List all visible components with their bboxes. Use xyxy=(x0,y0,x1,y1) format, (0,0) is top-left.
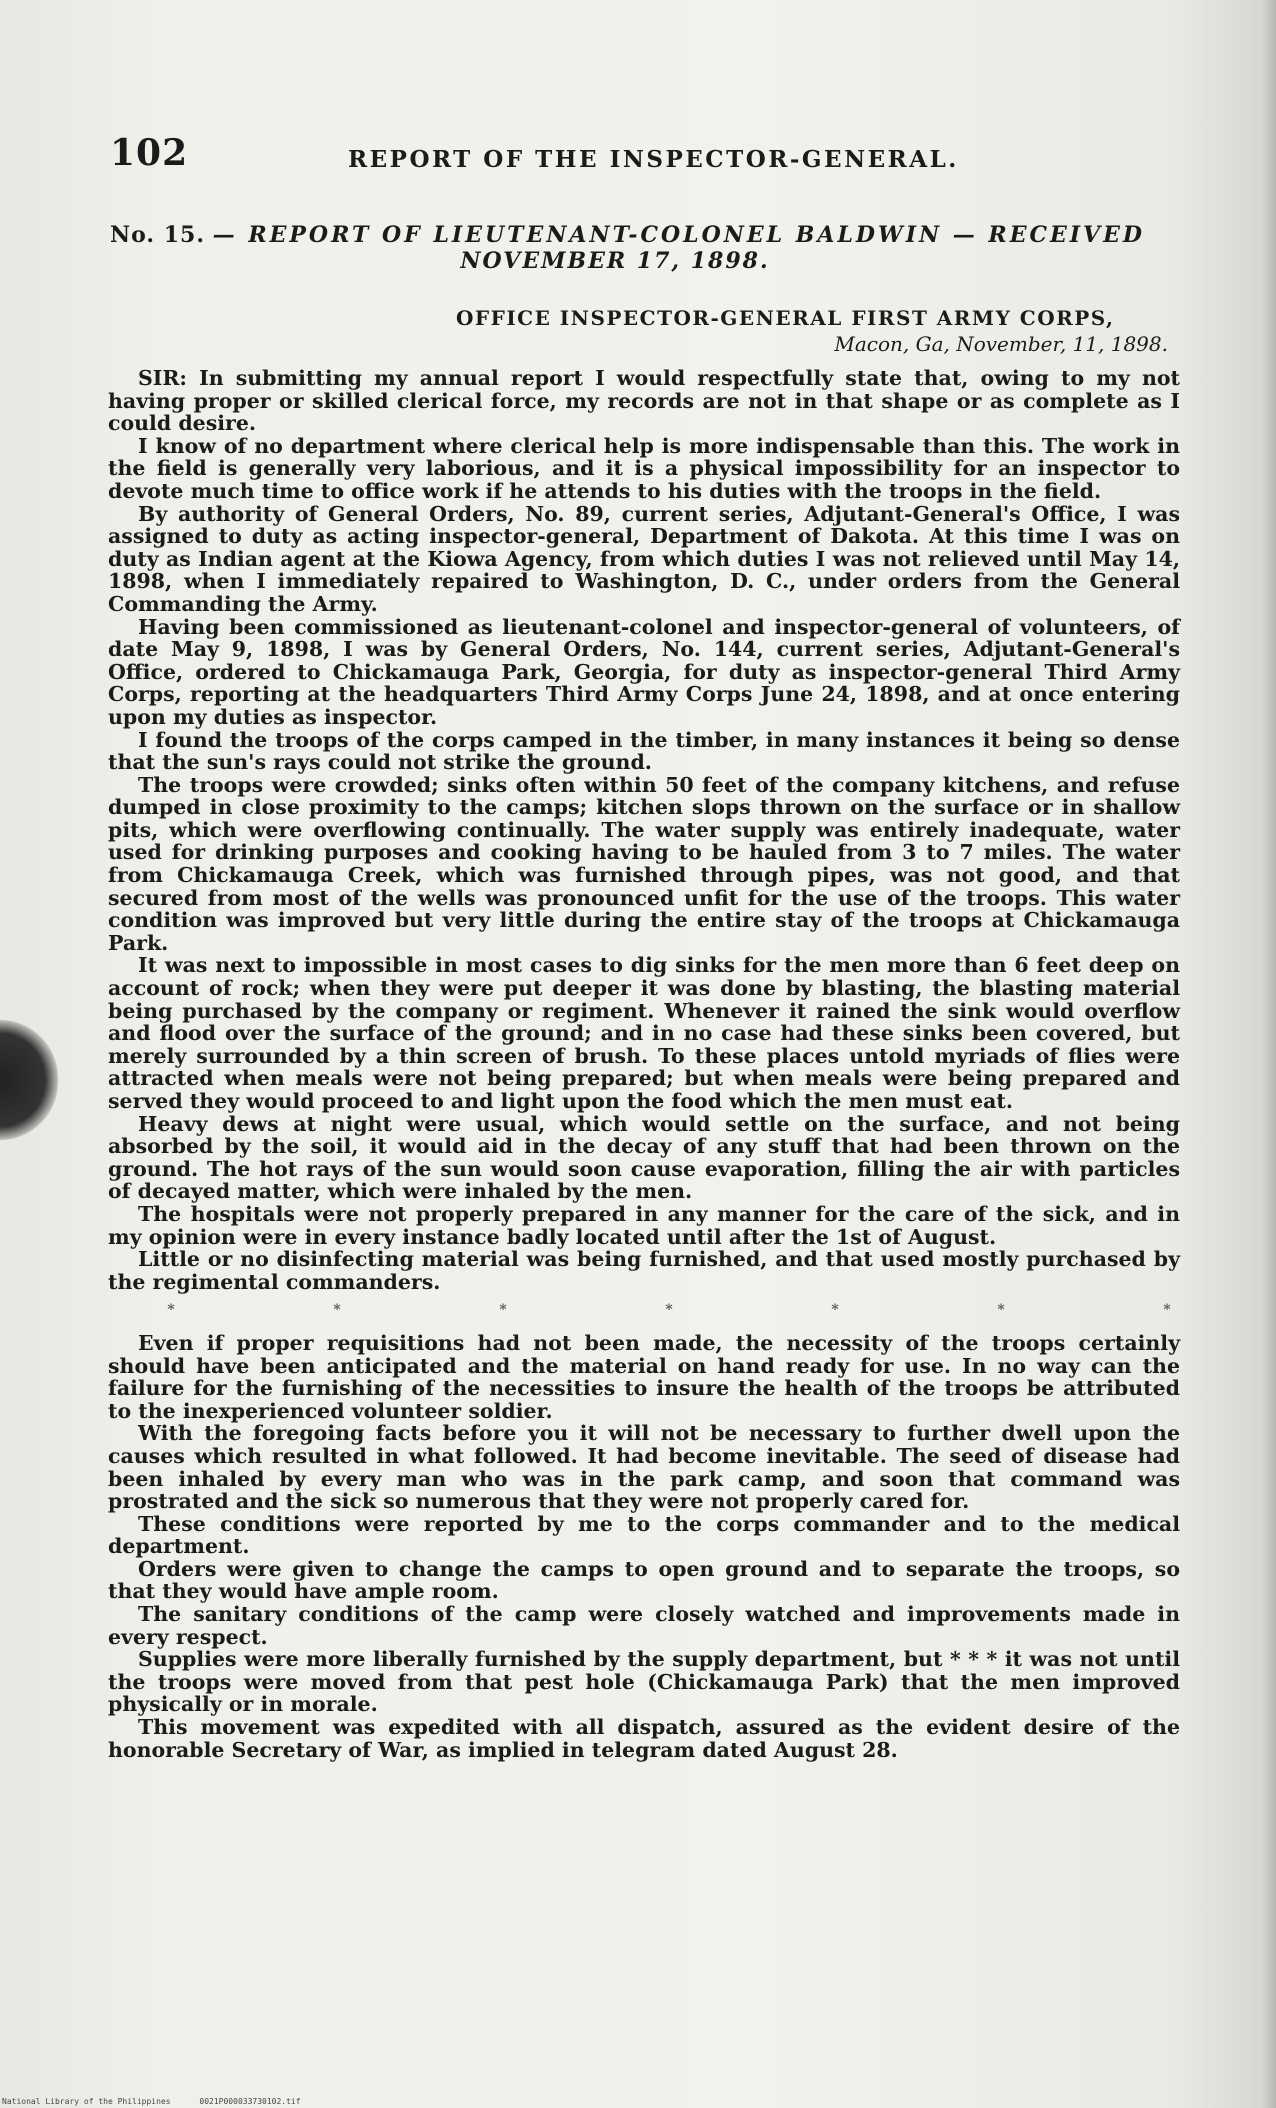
paragraph: Orders were given to change the camps to open ground and to separate the troops, so that they would have ample room. xyxy=(108,1556,1180,1604)
paragraph: It was next to impossible in most cases to dig sinks for the men more than 6 feet deep on account of rock; when they were put deeper it was done by blasting, the blasting material being purchased by the company or regiment. Whenever it rained the sink would overflow and flood over the surface of the ground; and in no case had these sinks been covered, but merely surrounded by a thin screen of brush. To these places untold myriads of flies were attracted when meals were not being prepared; but when meals were being prepared and served they would proceed to and light upon the food which the men must eat. xyxy=(108,953,1180,1113)
paragraph: This movement was expedited with all dispatch, assured as the evident desire of the honorable Secretary of War, as implied in telegram dated August 28. xyxy=(108,1715,1180,1762)
paragraph: The hospitals were not properly prepared in any manner for the care of the sick, and in my opinion were in every instance badly located until after the 1st of August. xyxy=(108,1201,1180,1249)
paragraph: The troops were crowded; sinks often within 50 feet of the company kitchens, and refuse dumped in close proximity to the camps; kitchen slops thrown on the surface or in shallow pits, which were overflowing continually. The water supply was entirely inadequate, water used for drinking purposes and cooking having to be hauled from 3 to 7 miles. The water from Chickamauga Creek, which was furnished through pipes, was not good, and that secured from most of the wells was pronounced unfit for the use of the troops. This water condition was improved but very little during the entire stay of the troops at Chickamauga Park. xyxy=(108,772,1180,955)
report-title xyxy=(110,222,1180,274)
separator-star: * xyxy=(499,1302,507,1319)
separator-star: * xyxy=(831,1302,839,1319)
scan-footer xyxy=(0,2097,1276,2106)
paragraph: With the foregoing facts before you it will not be necessary to further dwell upon the causes which resulted in what followed. It had become inevitable. The seed of disease had been inhaled by every man who was in the park camp, and soon that command was prostrated and the sick so numerous that they were not properly cared for. xyxy=(108,1421,1180,1514)
page-number: 102 xyxy=(110,132,189,174)
paragraph: Having been commissioned as lieutenant-colonel and inspector-general of volunteers, of date May 9, 1898, I was by General Orders, No. 144, current series, Adjutant-General's Office, ordered to Chickamauga Park, Georgia, for duty as inspector-general Third Army Corps, reporting at the headquarters Third Army Corps June 24, 1898, and at once entering upon my duties as inspector. xyxy=(108,614,1180,729)
report-body xyxy=(108,367,1180,1761)
paragraph: Little or no disinfecting material was being furnished, and that used mostly purchased by the regimental commanders. xyxy=(108,1247,1180,1294)
separator-star: * xyxy=(997,1302,1005,1319)
page-edge-shadow xyxy=(1262,0,1276,2108)
separator-star: * xyxy=(167,1302,175,1319)
scan-filename: 0021P000033730102.tif xyxy=(199,2097,301,2106)
report-title-date: NOVEMBER 17, 1898. xyxy=(460,248,770,274)
separator-star: * xyxy=(333,1302,341,1319)
letter-heading xyxy=(456,306,1176,356)
paragraph: Supplies were more liberally furnished by the supply department, but * * * it was not until the troops were moved from that pest hole (Chickamauga Park) that the men improved physically or in morale. xyxy=(108,1647,1180,1717)
paragraph: By authority of General Orders, No. 89, current series, Adjutant-General's Office, I was assigned to duty as acting inspector-general, Department of Dakota. At this time I was on duty as Indian agent at the Kiowa Agency, from which duties I was not relieved until May 14, 1898, when I immediately repaired to Washington, D. C., under orders from the General Commanding the Army. xyxy=(108,501,1180,616)
paragraph: These conditions were reported by me to the corps commander and to the medical department. xyxy=(108,1511,1180,1559)
paragraph: I found the troops of the corps camped in the timber, in many instances it being so dense that the sun's rays could not strike the ground. xyxy=(108,727,1180,775)
paragraph: Even if proper requisitions had not been made, the necessity of the troops certainly should have been anticipated and the material on hand ready for use. In no way can the failure for the furnishing of the necessities to insure the health of the troops be attributed to the inexperienced volunteer soldier. xyxy=(108,1330,1180,1423)
place-date-line: Macon, Ga, November, 11, 1898. xyxy=(834,332,1168,356)
paragraph: SIR: In submitting my annual report I would respectfully state that, owing to my not having proper or skilled clerical force, my records are not in that shape or as complete as I could desire. xyxy=(108,366,1180,436)
report-title-main: — REPORT OF LIEUTENANT-COLONEL BALDWIN — RECEIVED xyxy=(212,222,1145,248)
binding-shadow xyxy=(0,1020,58,1140)
running-head: REPORT OF THE INSPECTOR-GENERAL. xyxy=(348,146,959,173)
office-line: OFFICE INSPECTOR-GENERAL FIRST ARMY CORPS, xyxy=(456,306,1115,330)
separator-star: * xyxy=(1163,1302,1171,1319)
page-header xyxy=(110,132,1170,182)
report-number: No. 15. xyxy=(110,222,205,248)
separator-star: * xyxy=(665,1302,673,1319)
ellipsis-separator xyxy=(108,1293,1180,1332)
paragraph: I know of no department where clerical help is more indispensable than this. The work in the field is generally very laborious, and it is a physical impossibility for an inspector to devote much time to office work if he attends to his duties with the troops in the field. xyxy=(108,433,1180,503)
library-credit: National Library of the Philippines xyxy=(2,2097,171,2106)
paragraph: Heavy dews at night were usual, which would settle on the surface, and not being absorbed by the soil, it would aid in the decay of any stuff that had been thrown on the ground. The hot rays of the sun would soon cause evaporation, filling the air with particles of decayed matter, which were inhaled by the men. xyxy=(108,1111,1180,1204)
paragraph: The sanitary conditions of the camp were closely watched and improvements made in every respect. xyxy=(108,1602,1180,1649)
